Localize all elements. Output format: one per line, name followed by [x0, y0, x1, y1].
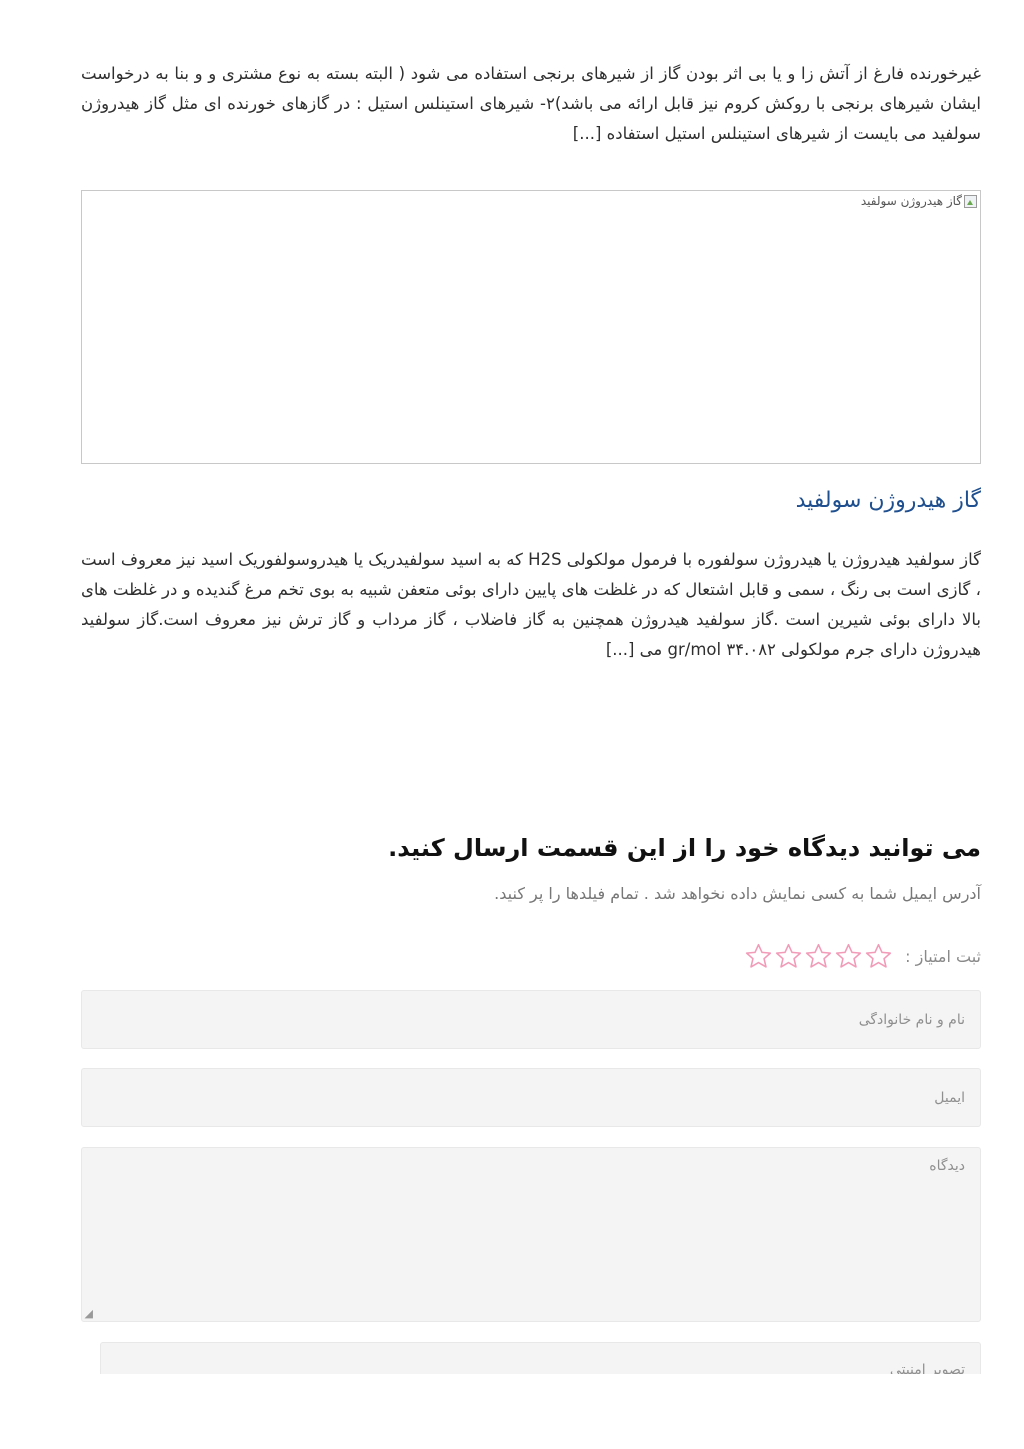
broken-image-alt: [861, 194, 977, 208]
comment-form-note: آدرس ایمیل شما به کسی نمایش داده نخواهد شد . تمام فیلدها را پر کنید.: [494, 884, 981, 903]
email-input[interactable]: [81, 1068, 981, 1127]
article-excerpt: گاز سولفید هیدروژن یا هیدروژن سولفوره با فرمول مولکولی H2S که به اسید سولفیدریک یا هیدروسولفوریک اسید نیز معروف است ، گازی است بی رنگ ، سمی و قابل اشتعال که در غلظت های پایین دارای بوئی متعفن شبیه به بوی تخم مرغ گندیده و در غلظت های بالا دارای بوئی شیرین است .گاز سولفید هیدروژن همچنین به گاز فاضلاب ، گاز مرداب و گاز ترش نیز معروف است.گاز سولفید هیدروژن دارای جرم مولکولی ۳۴.۰۸۲ gr/mol می [...]: [81, 550, 981, 659]
broken-image-icon: [964, 195, 977, 208]
post-thumbnail[interactable]: [81, 190, 981, 464]
rating-label: ثبت امتیاز :: [905, 946, 981, 966]
page-bottom-area: [0, 1374, 1024, 1449]
name-input[interactable]: [81, 990, 981, 1049]
comment-form-title: می توانید دیدگاه خود را از این قسمت ارسال کنید.: [388, 834, 981, 862]
rating-star-icon[interactable]: [804, 942, 833, 971]
resize-handle-icon[interactable]: ◢: [84, 1307, 93, 1320]
rating-star-icon[interactable]: [774, 942, 803, 971]
rating-stars: [744, 942, 893, 971]
comment-textarea[interactable]: [81, 1147, 981, 1322]
rating-star-icon[interactable]: [744, 942, 773, 971]
rating-star-icon[interactable]: [834, 942, 863, 971]
rating-row: [744, 938, 981, 974]
article-excerpt: غیرخورنده فارغ از آتش زا و یا بی اثر بودن گاز از شیرهای برنجی استفاده می شود ( البته بسته به نوع مشتری و و بنا به درخواست ایشان شیرهای برنجی با روکش کروم نیز قابل ارائه می باشد)۲- شیرهای استینلس استیل : در گازهای خورنده ای مثل گاز هیدروژن سولفید می بایست از شیرهای استینلس استیل استفاده [...]: [81, 64, 982, 143]
rating-star-icon[interactable]: [864, 942, 893, 971]
post-title-link[interactable]: گاز هیدروژن سولفید: [795, 488, 981, 513]
image-alt-text: گاز هیدروژن سولفید: [860, 194, 962, 208]
